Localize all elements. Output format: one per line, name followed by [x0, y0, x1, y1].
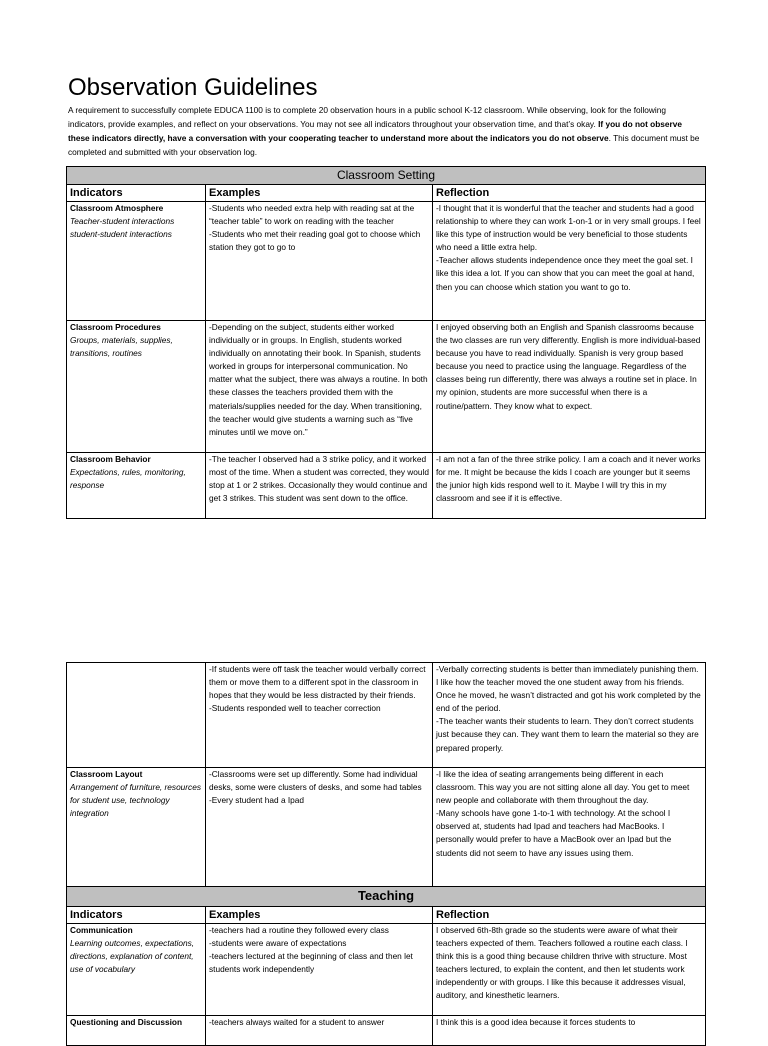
- column-header-reflection: Reflection: [433, 185, 706, 202]
- examples-cell: [206, 768, 433, 887]
- reflection-cell: [433, 663, 706, 768]
- indicator-name: Classroom Layout: [70, 769, 143, 779]
- table-row: [67, 202, 706, 321]
- section-heading: Teaching: [67, 887, 706, 907]
- examples-text: -Depending on the subject, students either worked individually or in groups. In English, students worked individually on annotating their book. In Spanish, students worked in groups for interpersonal communication. No matter what the subject, there was always a routine. In both these classes the teachers provided them with the materials/supplies needed for the day. When transitioning, the teacher would give students a warning such as “five minutes until we move on.”: [209, 322, 428, 437]
- indicator-name: Communication: [70, 925, 133, 935]
- examples-text: -teachers always waited for a student to answer: [209, 1017, 385, 1027]
- indicator-description: Arrangement of furniture, resources for student use, technology integration: [70, 782, 201, 819]
- indicator-name: Questioning and Discussion: [70, 1017, 183, 1027]
- indicator-description: Groups, materials, supplies, transitions, routines: [70, 335, 173, 359]
- indicator-cell: [67, 663, 206, 768]
- classroom-setting-table: [66, 166, 706, 519]
- intro-text: A requirement to successfully complete EDUCA 1100 is to complete 20 observation hours in a public school K-12 classroom. While observing, look for the following indicators, provide examples, and reflect on your observations. You may not see all indicators throughout your observation time, and that’s okay.: [68, 105, 666, 129]
- examples-cell: [206, 321, 433, 453]
- table-row: [67, 1016, 706, 1046]
- intro-paragraph: [68, 103, 704, 159]
- reflection-cell: [433, 321, 706, 453]
- reflection-cell: [433, 924, 706, 1016]
- reflection-text: I observed 6th-8th grade so the students were aware of what their teachers expected of them. Teachers followed a routine each class. I think this is a good thing because children thrive with structure. Most teachers lectured, to explain the content, and then let students work independently or with groups. I like this because it addresses visual, auditory, and kinesthetic learners.: [436, 925, 688, 1001]
- examples-text: -teachers had a routine they followed every class -students were aware of expectations -teachers lectured at the beginning of class and then let students work independently: [209, 925, 413, 975]
- section-heading-row: [67, 887, 706, 907]
- indicator-cell: [67, 1016, 206, 1046]
- intro-bold-text: If you do not observe these indicators directly, have a conversation with your cooperating teacher to understand more about the indicators you do not observe: [68, 119, 682, 143]
- table-row: [67, 663, 706, 768]
- indicator-cell: [67, 453, 206, 519]
- examples-text: -If students were off task the teacher would verbally correct them or move them to a different spot in the classroom in hopes that they would be less distracted by their friends. -Students responded well to teacher correction: [209, 664, 426, 714]
- table-row: [67, 453, 706, 519]
- reflection-text: I enjoyed observing both an English and Spanish classrooms because the two classes are run very differently. English is more individual-based because you have to read individually. Spanish is very group based because you need to practice using the language. Regardless of the classes being run differently, there was always a routine set in place. In my opinion, students are more successful when there is a routine/pattern. They know what to expect.: [436, 322, 701, 411]
- examples-cell: [206, 202, 433, 321]
- indicator-cell: [67, 321, 206, 453]
- examples-text: -The teacher I observed had a 3 strike policy, and it worked most of the time. When a student was corrected, they would stop at 1 or 2 strikes. Occasionally they would continue and get 3 strikes. This student was sent down to the office.: [209, 454, 429, 504]
- section-heading-row: [67, 167, 706, 185]
- indicator-cell: [67, 924, 206, 1016]
- table-row: [67, 321, 706, 453]
- examples-text: -Classrooms were set up differently. Some had individual desks, some were clusters of desks, and some had tables -Every student had a Ipad: [209, 769, 422, 806]
- indicator-name: Classroom Atmosphere: [70, 203, 164, 213]
- examples-cell: [206, 453, 433, 519]
- intro-text-end: . This document must be completed and submitted with your observation log.: [68, 133, 700, 157]
- examples-cell: [206, 663, 433, 768]
- reflection-text: I think this is a good idea because it forces students to: [436, 1017, 636, 1027]
- column-header-row: [67, 185, 706, 202]
- indicator-cell: [67, 202, 206, 321]
- reflection-cell: [433, 1016, 706, 1046]
- reflection-text: -I am not a fan of the three strike policy. I am a coach and it never works for me. It might be because the kids I coach are younger but it seems the junior high kids respond well to it. Maybe I will try this in my classroom and see if it is effective.: [436, 454, 701, 504]
- column-header-reflection: Reflection: [433, 907, 706, 924]
- indicator-name: Classroom Behavior: [70, 454, 151, 464]
- indicator-cell: [67, 768, 206, 887]
- table-row: [67, 768, 706, 887]
- reflection-cell: [433, 453, 706, 519]
- indicator-description: Learning outcomes, expectations, directions, explanation of content, use of vocabulary: [70, 938, 195, 975]
- column-header-examples: Examples: [206, 907, 433, 924]
- indicator-name: Classroom Procedures: [70, 322, 161, 332]
- column-header-examples: Examples: [206, 185, 433, 202]
- reflection-text: -I thought that it is wonderful that the teacher and students had a good relationship to where they can work 1-on-1 or in very small groups. I feel like this type of instruction would be very beneficial to those students who need a little extra help. -Teacher allows students independence once they meet the goal set. I like this idea a lot. If you can show that you can meet the goal at hand, then you can choose which station you want to go to.: [436, 203, 701, 292]
- indicator-description: Expectations, rules, monitoring, response: [70, 467, 186, 491]
- section-heading: Classroom Setting: [67, 167, 706, 185]
- reflection-text: -I like the idea of seating arrangements being different in each classroom. This way you are not sitting alone all day. You get to meet new people and collaborate with them throughout the day. -Many schools have gone 1-to-1 with technology. At the school I observed at, students had Ipad and teachers had MacBooks. I personally would prefer to have a MacBook over an Ipad but the students did not seem to have any issues using them.: [436, 769, 690, 858]
- continued-table: [66, 662, 706, 1046]
- indicator-description: Teacher-student interactions student-student interactions: [70, 216, 175, 240]
- examples-cell: [206, 924, 433, 1016]
- column-header-indicators: Indicators: [67, 185, 206, 202]
- reflection-text: -Verbally correcting students is better than immediately punishing them. I like how the teacher moved the one student away from his friends. Once he moved, he wasn’t distracted and got his work completed by the end of the period. -The teacher wants their students to learn. They don’t correct students just because they can. They want them to learn the material so they are prepared properly.: [436, 664, 701, 753]
- examples-cell: [206, 1016, 433, 1046]
- reflection-cell: [433, 768, 706, 887]
- examples-text: -Students who needed extra help with reading sat at the “teacher table” to work on reading with the teacher -Students who met their reading goal got to choose which station they got to go to: [209, 203, 421, 253]
- page-title: Observation Guidelines: [68, 74, 318, 101]
- column-header-row: [67, 907, 706, 924]
- column-header-indicators: Indicators: [67, 907, 206, 924]
- table-row: [67, 924, 706, 1016]
- reflection-cell: [433, 202, 706, 321]
